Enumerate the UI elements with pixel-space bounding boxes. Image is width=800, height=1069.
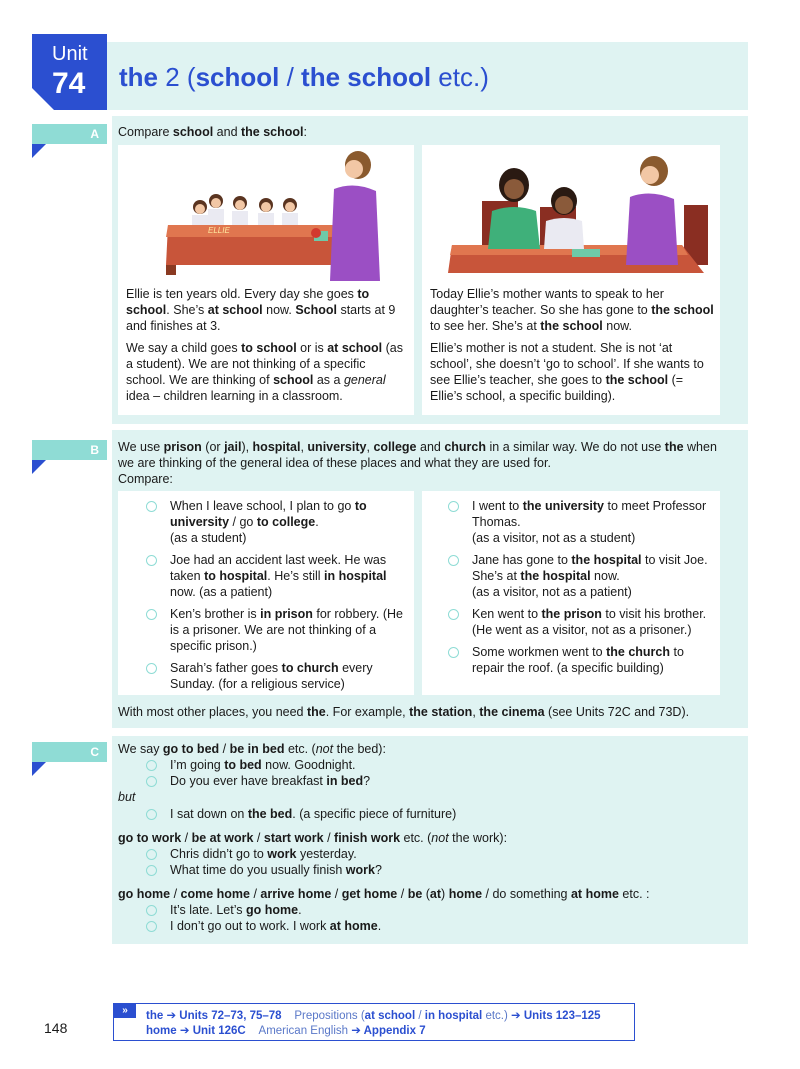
example-item: Joe had an accident last week. He was taken to hospital. He’s still in hospital now. (as a patient) [118, 552, 406, 600]
section-b-marker [32, 460, 46, 474]
page-number: 148 [44, 1020, 68, 1036]
example-item: I’m going to bed now. Goodnight. [170, 757, 356, 773]
section-a-left-para-2: We say a child goes to school or is at school (as a student). We are not thinking of a specific school. We are thinking of school as a general idea – children learning in a classroom. [126, 341, 403, 403]
example-item: I went to the university to meet Professor Thomas. (as a visitor, not as a student) [422, 498, 712, 546]
example-item: Ken’s brother is in prison for robbery. (He is a prisoner. We are not thinking of a specific prison.) [118, 606, 406, 654]
section-c-rule-home: go home / come home / arrive home / get home / be (at) home / do something at home etc. : [118, 887, 650, 901]
unit-notch [32, 88, 54, 110]
section-a-left-card [118, 145, 414, 415]
section-b-intro: We use prison (or jail), hospital, university, college and church in a similar way. We do not use the when we are thinking of the general idea of these places and what they are used for. Compare: [118, 440, 717, 486]
example-item: Sarah’s father goes to church every Sunday. (for a religious service) [118, 660, 406, 692]
unit-number: 74 [52, 67, 86, 100]
page-title: the 2 (school / the school etc.) [119, 62, 489, 92]
section-b-footer: With most other places, you need the. For example, the station, the cinema (see Units 72C and 73D). [118, 705, 690, 719]
unit-label: Unit [52, 43, 88, 65]
section-a-intro: Compare school and the school: [118, 125, 307, 139]
example-item: Some workmen went to the church to repair the roof. (a specific building) [422, 644, 712, 676]
section-a-right-para-2: Ellie’s mother is not a student. She is not ‘at school’, she doesn’t ‘go to school’. If she wants to see Ellie’s teacher, she goes to the school (= Ellie’s school, a specific building). [430, 341, 704, 403]
mother-teacher-illustration [422, 145, 720, 281]
example-item: When I leave school, I plan to go to university / go to college. (as a student) [118, 498, 406, 546]
example-item: Jane has gone to the hospital to visit Joe. She’s at the hospital now. (as a visitor, not as a patient) [422, 552, 712, 600]
section-a-right-card [422, 145, 720, 415]
section-c-but: but [118, 790, 136, 804]
example-item: I don’t go out to work. I work at home. [170, 918, 381, 934]
cross-reference-line-1[interactable]: the ➔ Units 72–73, 75–78 Prepositions (at school / in hospital etc.) ➔ Units 123–125 [146, 1010, 601, 1022]
section-b-right-card [422, 491, 720, 695]
section-c-marker [32, 762, 46, 776]
example-item: It’s late. Let’s go home. [170, 902, 302, 918]
cross-reference-box [113, 1003, 635, 1041]
section-a-right-para-1: Today Ellie’s mother wants to speak to her daughter’s teacher. So she has gone to the school to see her. She’s at the school now. [430, 287, 714, 333]
unit-badge [32, 34, 107, 110]
example-item: What time do you usually finish work? [170, 862, 382, 878]
section-c-tab: C [32, 742, 107, 762]
section-a-marker [32, 144, 46, 158]
example-item: Chris didn’t go to work yesterday. [170, 846, 357, 862]
ellie-label: ELLIE [208, 226, 230, 235]
section-a-tab: A [32, 124, 107, 144]
section-c-rule-bed: We say go to bed / be in bed etc. (not the bed): [118, 742, 386, 756]
cross-reference-line-2[interactable]: home ➔ Unit 126C American English ➔ Appendix 7 [146, 1025, 426, 1037]
double-arrow-icon: » [114, 1004, 136, 1018]
section-c-rule-work: go to work / be at work / start work / finish work etc. (not the work): [118, 831, 508, 845]
classroom-illustration [118, 145, 414, 281]
example-item: Do you ever have breakfast in bed? [170, 773, 370, 789]
section-a-left-para-1: Ellie is ten years old. Every day she goes to school. She’s at school now. School starts at 9 and finishes at 3. [126, 287, 396, 333]
section-b-left-card [118, 491, 414, 695]
section-b-tab: B [32, 440, 107, 460]
title-bar [107, 42, 748, 110]
example-item: Ken went to the prison to visit his brother. (He went as a visitor, not as a prisoner.) [422, 606, 712, 638]
example-item: I sat down on the bed. (a specific piece of furniture) [170, 806, 456, 822]
